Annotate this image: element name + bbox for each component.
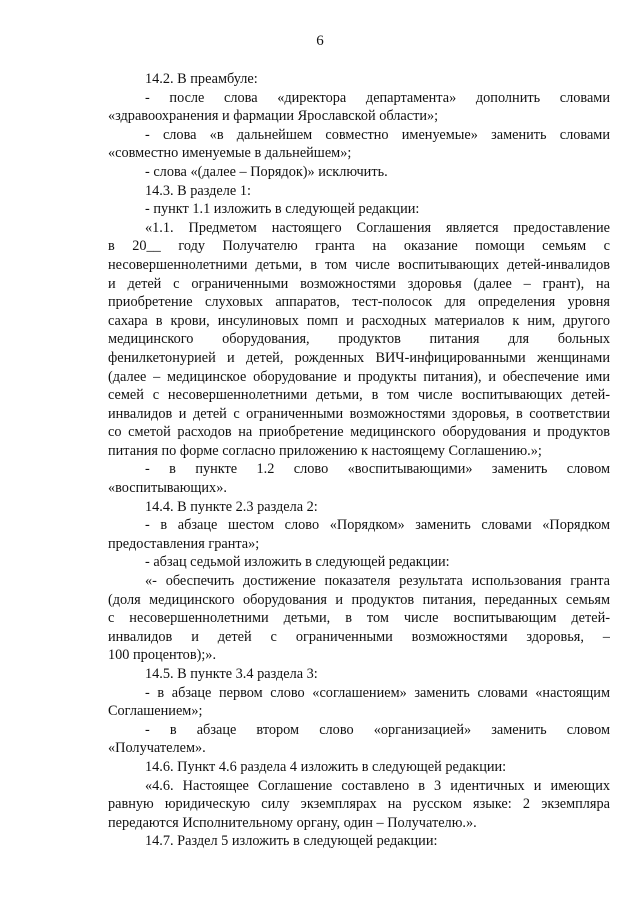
text-line: медицинского оборудования, продуктов питания для больных: [108, 331, 610, 348]
text-line: 14.4. В пункте 2.3 раздела 2:: [145, 498, 318, 515]
text-line: семей с несовершеннолетними детьми, в том числе воспитывающих детей-: [108, 387, 610, 404]
text-line: «здравоохранения и фармации Ярославской области»;: [108, 108, 439, 125]
text-line: 14.3. В разделе 1:: [145, 182, 251, 199]
text-line: - пункт 1.1 изложить в следующей редакции:: [145, 201, 420, 218]
text-line: 14.5. В пункте 3.4 раздела 3:: [145, 666, 318, 682]
text-line: - в пункте 1.2 слово «воспитывающими» заменить словом: [145, 461, 610, 478]
text-line: Соглашением»;: [108, 703, 203, 720]
document-body: [108, 70, 610, 851]
text-line: «Получателем».: [108, 740, 206, 757]
text-line: - в абзаце шестом слово «Порядком» заменить словами «Порядком: [145, 517, 610, 534]
text-line: питания по форме согласно приложению к настоящему Соглашению.»;: [108, 442, 542, 459]
text-line: передаются Исполнительному органу, один – Получателю.».: [108, 814, 477, 831]
text-line: «4.6. Настоящее Соглашение составлено в 3 идентичных и имеющих: [145, 777, 610, 794]
text-line: инвалидов и детей с ограниченными возможностями здоровья, в соответствии: [108, 405, 610, 422]
text-line: 14.2. В преамбуле:: [145, 71, 258, 87]
text-line: «- обеспечить достижение показателя результата использования гранта: [145, 573, 610, 590]
text-line: (доля медицинского оборудования и продуктов питания, переданных семьям: [108, 591, 610, 608]
text-line: - абзац седьмой изложить в следующей редакции:: [145, 554, 450, 571]
text-line: 14.7. Раздел 5 изложить в следующей редакции:: [145, 833, 438, 850]
text-line: (далее – медицинское оборудование и продукты питания), и обеспечение ими: [108, 368, 610, 385]
text-line: и детей с ограниченными возможностями здоровья (далее – грант), на: [108, 275, 610, 292]
text-line: несовершеннолетними детьми, в том числе воспитывающих детей-инвалидов: [108, 256, 610, 273]
text-line: приобретение слуховых аппаратов, тест-полосок для определения уровня: [108, 294, 610, 311]
text-line: «воспитывающих».: [108, 480, 227, 497]
text-line: со сметой расходов на приобретение медицинского оборудования и продуктов: [108, 424, 610, 441]
text-line: 14.6. Пункт 4.6 раздела 4 изложить в следующей редакции:: [145, 758, 507, 775]
text-line: сахара в крови, инсулиновых помп и расходных материалов к ним, другого: [108, 312, 610, 329]
text-line: - после слова «директора департамента» дополнить словами: [145, 89, 610, 106]
text-line: с несовершеннолетними детьми, в том числе воспитывающим детей-: [108, 610, 610, 627]
text-line: 100 процентов);».: [108, 647, 217, 664]
text-line: равную юридическую силу экземплярах на русском языке: 2 экземпляра: [108, 796, 610, 813]
text-line: - слова «в дальнейшем совместно именуемые» заменить словами: [145, 126, 610, 143]
text-line: - слова «(далее – Порядок)» исключить.: [145, 163, 388, 180]
text-line: «совместно именуемые в дальнейшем»;: [108, 145, 352, 162]
page-number: 6: [316, 33, 324, 49]
text-line: инвалидов и детей с ограниченными возможностями здоровья, –: [108, 628, 610, 645]
text-line: предоставления гранта»;: [108, 535, 260, 552]
text-line: фенилкетонурией и детей, рожденных ВИЧ-инфицированными женщинами: [108, 349, 610, 366]
text-line: «1.1. Предметом настоящего Соглашения является предоставление: [145, 219, 610, 236]
text-line: - в абзаце втором слово «организацией» заменить словом: [145, 721, 610, 738]
text-line: в 20__ году Получателю гранта на оказание помощи семьям с: [108, 238, 610, 255]
text-line: - в абзаце первом слово «соглашением» заменить словами «настоящим: [145, 684, 610, 701]
